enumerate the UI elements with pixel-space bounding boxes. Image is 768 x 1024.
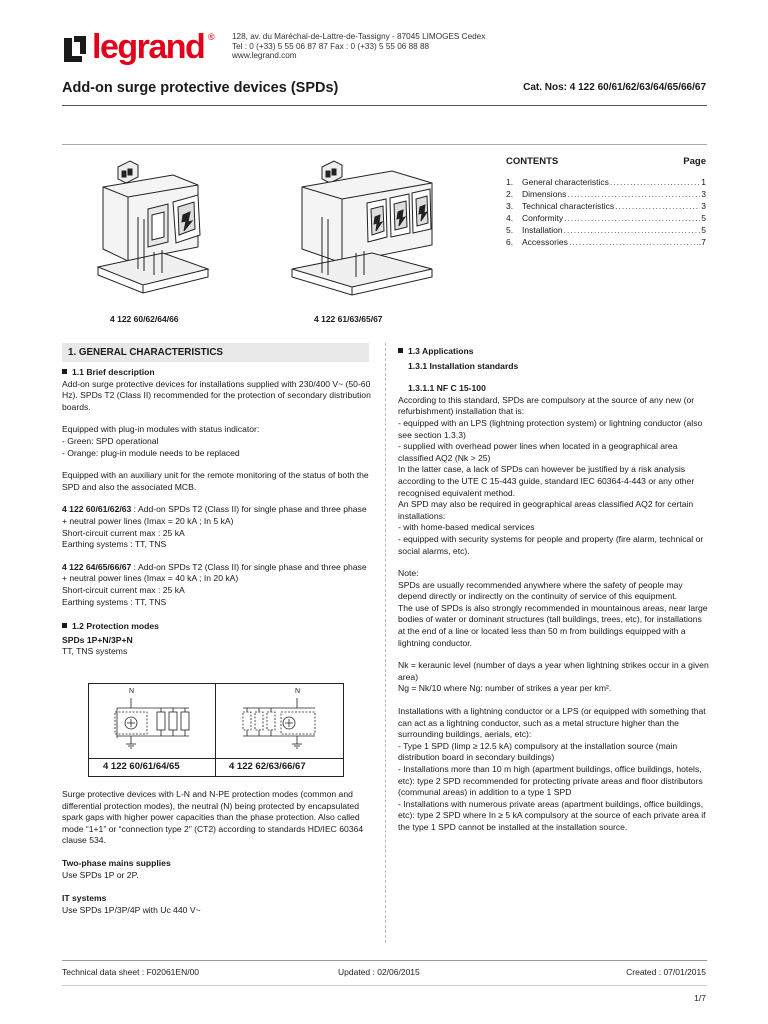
list-item: - Type 1 SPD (Iimp ≥ 12.5 kA) compulsory at the installation source (main distribution board in secondary buildings) (398, 740, 678, 763)
subsection-heading-text: 1.1 Brief description (72, 367, 155, 377)
paragraph: Equipped with an auxiliary unit for the remote monitoring of the status of both the SPD and also the associated MCB. (62, 470, 369, 492)
sub-heading: 1.3.1 Installation standards (408, 360, 519, 371)
neutral-label: N (129, 688, 135, 695)
paragraph: Surge protective devices with L-N and N-PE protection modes (common and differential protection modes), the neutral (N) being protected by encapsulated spark gaps with higher power capacities than the phase protection. Also called mode “1+1” or “connection type 2” (CT2) according to standards HD/IEC 60364 clause 534. (62, 789, 364, 846)
header-rule (62, 144, 707, 145)
paragraph: An SPD may also be required in geographical areas classified AQ2 for certain installations: (398, 499, 694, 521)
paragraph: The use of SPDs is also strongly recommended in mountainous areas, near large bodies of water or dominant structures (tall buildings, trees, etc), for installations at the end of a line or located less than 50 m from buildings equipped with a lightning conductor. (398, 602, 708, 648)
table-of-contents (506, 176, 706, 248)
product-image-three-phase (272, 157, 442, 307)
list-item: - equipped with an LPS (lightning protection system) or lightning conductor (also see section 1.3.3) (398, 417, 703, 440)
paragraph (62, 562, 372, 585)
toc-leader-dots (615, 200, 700, 212)
paragraph-text: : Add-on SPDs T2 (Class II) for single phase and three phase + neutral power lines (Imax = 40 kA ; In 20 kA) (62, 561, 367, 584)
toc-item-number: 2. (506, 189, 514, 199)
page-number: 1/7 (694, 993, 706, 1003)
website-line: www.legrand.com (232, 51, 297, 60)
toc-item-number: 5. (506, 225, 514, 235)
wiring-diagram-right (239, 688, 319, 750)
toc-item-page: 1 (701, 177, 706, 187)
toc-item-label: Dimensions (522, 189, 567, 199)
sub-heading: SPDs 1P+N/3P+N (62, 634, 133, 645)
footer-rule-lower (62, 985, 707, 986)
left-column (62, 367, 372, 658)
contents-page-heading: Page (683, 156, 706, 167)
list-item: - Installations with numerous private areas (apartment buildings, office buildings, etc): type 2 SPD where In ≥ 5 kA compulsory at the source of each private area if the type 1 SPD cannot be installed at the installation source. (398, 798, 706, 832)
subsection-heading (398, 346, 710, 358)
legrand-logo (62, 28, 215, 66)
footer-sheet-ref: Technical data sheet : F02061EN/00 (62, 967, 200, 977)
text-line: Short-circuit current max : 25 kA (62, 527, 185, 538)
subsection-heading (62, 367, 372, 379)
paragraph: Add-on surge protective devices for installations supplied with 230/400 V~ (50-60 Hz). SPDs T2 (Class II) recommended for the protection of secondary distribution boards. (62, 378, 371, 412)
list-item: - Installations more than 10 m high (apartment buildings, office buildings, hotels, etc): type 2 SPD recommended for protecting private areas and floor distributors (communal areas) in addition to a type 1 SPD (398, 764, 703, 798)
contents-heading (506, 156, 706, 167)
diagram-divider (215, 684, 216, 776)
text-line: - Green: SPD operational (62, 435, 159, 446)
toc-item-label: Accessories (522, 237, 568, 247)
text-line: Equipped with plug-in modules with status indicator: (62, 424, 260, 435)
toc-leader-dots (610, 176, 700, 188)
text-line: - Orange: plug-in module needs to be replaced (62, 447, 240, 458)
company-address (232, 32, 485, 61)
paragraph: SPDs are usually recommended anywhere where the safety of people may depend directly or indirectly on the continuity of service of this equipment. (398, 579, 683, 602)
toc-item-number: 4. (506, 213, 514, 223)
protection-mode-diagram (88, 683, 344, 777)
text-line: Use SPDs 1P/3P/4P with Uc 440 V~ (62, 904, 201, 915)
column-divider (385, 343, 386, 943)
toc-item-page: .7 (698, 237, 706, 247)
toc-item-label: Conformity (522, 213, 564, 223)
square-bullet-icon (398, 348, 403, 353)
subsection-heading-text: 1.2 Protection modes (72, 621, 159, 632)
toc-item-number: 6. (506, 237, 514, 247)
address-line: 128, av. du Maréchal-de-Lattre-de-Tassigny - 87045 LIMOGES Cedex (232, 32, 486, 41)
toc-item[interactable] (506, 200, 706, 212)
definition: Nk = keraunic level (number of days a year when lightning strikes occur in a given area) (398, 660, 709, 682)
square-bullet-icon (62, 369, 67, 374)
toc-item[interactable] (506, 236, 706, 248)
footer-created-date: Created : 07/01/2015 (626, 967, 706, 977)
left-column-lower (62, 789, 372, 916)
logo-text: legrand (92, 28, 205, 66)
wiring-diagram-left (113, 688, 193, 750)
section-bar (62, 343, 369, 362)
footer-updated-date: Updated : 02/06/2015 (338, 967, 420, 977)
catalogue-ref: 4 122 60/61/62/63 (62, 504, 132, 515)
toc-item-page: 5 (701, 225, 706, 235)
catalogue-numbers: Cat. Nos: 4 122 60/61/62/63/64/65/66/67 (523, 82, 706, 93)
text-line: Short-circuit current max : 25 kA (62, 584, 185, 595)
catalogue-ref: 4 122 64/65/66/67 (62, 561, 132, 572)
list-item: - supplied with overhead power lines when located in a geographical area classified AQ2 (Nk > 25) (398, 441, 678, 463)
paragraph (62, 504, 372, 527)
subsection-heading (62, 621, 372, 633)
sub-heading: 1.3.1.1 NF C 15-100 (408, 383, 486, 394)
note-label: Note: (398, 568, 419, 579)
neutral-label: N (295, 688, 301, 695)
toc-leader-dots (564, 212, 700, 224)
logo-registered-mark: ® (208, 32, 215, 42)
text-line: Earthing systems : TT, TNS (62, 596, 167, 607)
sub-heading: IT systems (62, 893, 107, 904)
footer-rule (62, 960, 707, 961)
subsection-heading-text: 1.3 Applications (408, 346, 474, 356)
toc-item-page: 3 (701, 189, 706, 199)
text-line: Earthing systems : TT, TNS (62, 539, 167, 550)
square-bullet-icon (62, 623, 67, 628)
toc-item[interactable] (506, 212, 706, 224)
contents-title: CONTENTS (506, 156, 559, 167)
product-label-left: 4 122 60/62/64/66 (110, 314, 179, 324)
diagram-caption-right: 4 122 62/63/66/67 (229, 761, 306, 772)
toc-leader-dots (564, 224, 701, 236)
legrand-mark-icon (62, 34, 88, 62)
toc-leader-dots (567, 188, 700, 200)
toc-item-label: Installation (522, 225, 563, 235)
section-title: 1. GENERAL CHARACTERISTICS (68, 347, 223, 358)
toc-item-label: General characteristics (522, 177, 609, 187)
list-item: - equipped with security systems for people and property (fire alarm, technical or social alarms, etc). (398, 533, 704, 556)
toc-item-number: 1. (506, 177, 514, 187)
paragraph-text: : Add-on SPDs T2 (Class II) for single phase and three phase + neutral power lines (Imax = 20 kA ; In 5 kA) (62, 504, 367, 526)
product-image-single-phase (78, 157, 228, 307)
paragraph: Installations with a lightning conductor or a LPS (or equipped with something that can act as a lightning conductor, such as a metal structure higher than the surrounding buildings, aerials, etc): (398, 706, 706, 740)
toc-item[interactable] (506, 188, 706, 200)
document-title: Add-on surge protective devices (SPDs) (62, 80, 339, 96)
definition: Ng = Nk/10 where Ng: number of strikes a year per km². (398, 683, 612, 694)
toc-item-page: 5 (701, 213, 706, 223)
text-line: TT, TNS systems (62, 646, 128, 657)
list-item: - with home-based medical services (398, 522, 535, 533)
toc-item[interactable] (506, 176, 706, 188)
diagram-caption-left: 4 122 60/61/64/65 (103, 761, 180, 772)
toc-item[interactable] (506, 224, 706, 236)
toc-leader-dots (569, 236, 698, 248)
paragraph: In the latter case, a lack of SPDs can however be justified by a risk analysis according to the UTE C 15-443 guide, standard IEC 60364-4-443 or any other recognised equivalent method. (398, 464, 695, 498)
toc-item-number: 3. (506, 201, 514, 211)
right-column (398, 346, 710, 834)
product-label-right: 4 122 61/63/65/67 (314, 314, 383, 324)
text-line: Use SPDs 1P or 2P. (62, 869, 139, 880)
sub-heading: Two-phase mains supplies (62, 857, 171, 868)
toc-item-label: Technical characteristics (522, 201, 615, 211)
toc-item-page: 3 (701, 201, 706, 211)
diagram-caption-rule (89, 758, 343, 759)
contact-line: Tel : 0 (+33) 5 55 06 87 87 Fax : 0 (+33) 5 55 06 88 88 (232, 41, 430, 51)
paragraph: According to this standard, SPDs are compulsory at the source of any new (or refurbishment) installation that is: (398, 394, 695, 417)
title-rule (62, 105, 707, 106)
